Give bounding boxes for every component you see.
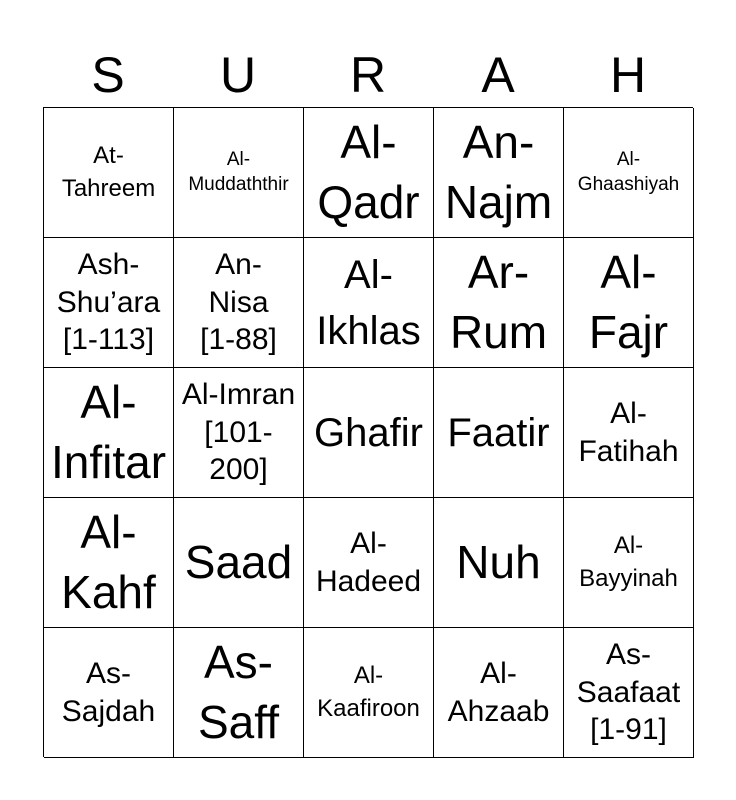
cell-label: Ash- Shu’ara [1-113] xyxy=(56,248,161,357)
bingo-cell[interactable] xyxy=(174,238,304,368)
bingo-cell[interactable] xyxy=(564,238,694,368)
bingo-cell[interactable] xyxy=(304,368,434,498)
cell-label: Saad xyxy=(184,535,293,588)
cell-label: Al-Imran [101- 200] xyxy=(181,378,296,487)
cell-label: Al- Muddaththir xyxy=(188,148,289,195)
bingo-cell[interactable] xyxy=(434,628,564,758)
cell-label: Ghafir xyxy=(314,410,423,455)
bingo-header xyxy=(43,42,693,108)
bingo-cell[interactable] xyxy=(564,628,694,758)
cell-label: An- Najm xyxy=(444,115,553,228)
cell-label: Al- Fajr xyxy=(588,245,669,358)
cell-label: At- Tahreem xyxy=(61,142,156,202)
bingo-cell[interactable] xyxy=(44,368,174,498)
bingo-cell[interactable] xyxy=(564,368,694,498)
cell-label: Al- Ahzaab xyxy=(447,657,550,728)
bingo-cell[interactable] xyxy=(44,498,174,628)
bingo-cell[interactable] xyxy=(44,628,174,758)
cell-label: Al- Ikhlas xyxy=(316,252,421,353)
cell-label: Al- Bayyinah xyxy=(579,532,678,592)
bingo-board xyxy=(43,107,693,757)
header-letter-u: U xyxy=(219,47,257,103)
cell-label: Al- Kahf xyxy=(61,505,156,618)
cell-label: As- Sajdah xyxy=(61,657,156,728)
bingo-cell[interactable] xyxy=(434,498,564,628)
bingo-cell[interactable] xyxy=(434,368,564,498)
cell-label: As- Saafaat [1-91] xyxy=(576,638,681,747)
bingo-cell[interactable] xyxy=(564,108,694,238)
cell-label: Al- Qadr xyxy=(317,115,420,228)
bingo-cell[interactable] xyxy=(434,238,564,368)
bingo-cell[interactable] xyxy=(174,368,304,498)
cell-label: Al- Infitar xyxy=(50,375,167,488)
cell-label: Al- Fatihah xyxy=(578,397,679,468)
header-letter-h: H xyxy=(609,47,647,103)
bingo-cell[interactable] xyxy=(434,108,564,238)
cell-label: Ar- Rum xyxy=(449,245,548,358)
cell-label: An- Nisa [1-88] xyxy=(200,248,277,357)
cell-label: Al- Hadeed xyxy=(315,527,422,598)
cell-label: Faatir xyxy=(447,410,550,455)
cell-label: As- Saff xyxy=(198,635,279,748)
bingo-cell[interactable] xyxy=(304,238,434,368)
header-letter-r: R xyxy=(349,47,387,103)
bingo-cell[interactable] xyxy=(304,498,434,628)
cell-label: Al- Ghaashiyah xyxy=(577,148,680,195)
cell-label: Al- Kaafiroon xyxy=(317,662,420,722)
bingo-cell[interactable] xyxy=(174,108,304,238)
header-letter-a: A xyxy=(481,47,515,103)
bingo-cell[interactable] xyxy=(304,108,434,238)
bingo-cell[interactable] xyxy=(44,108,174,238)
bingo-cell[interactable] xyxy=(564,498,694,628)
bingo-cell[interactable] xyxy=(174,498,304,628)
bingo-cell[interactable] xyxy=(44,238,174,368)
header-letter-s: S xyxy=(91,47,125,103)
bingo-cell[interactable] xyxy=(174,628,304,758)
bingo-cell[interactable] xyxy=(304,628,434,758)
cell-label: Nuh xyxy=(456,535,541,588)
